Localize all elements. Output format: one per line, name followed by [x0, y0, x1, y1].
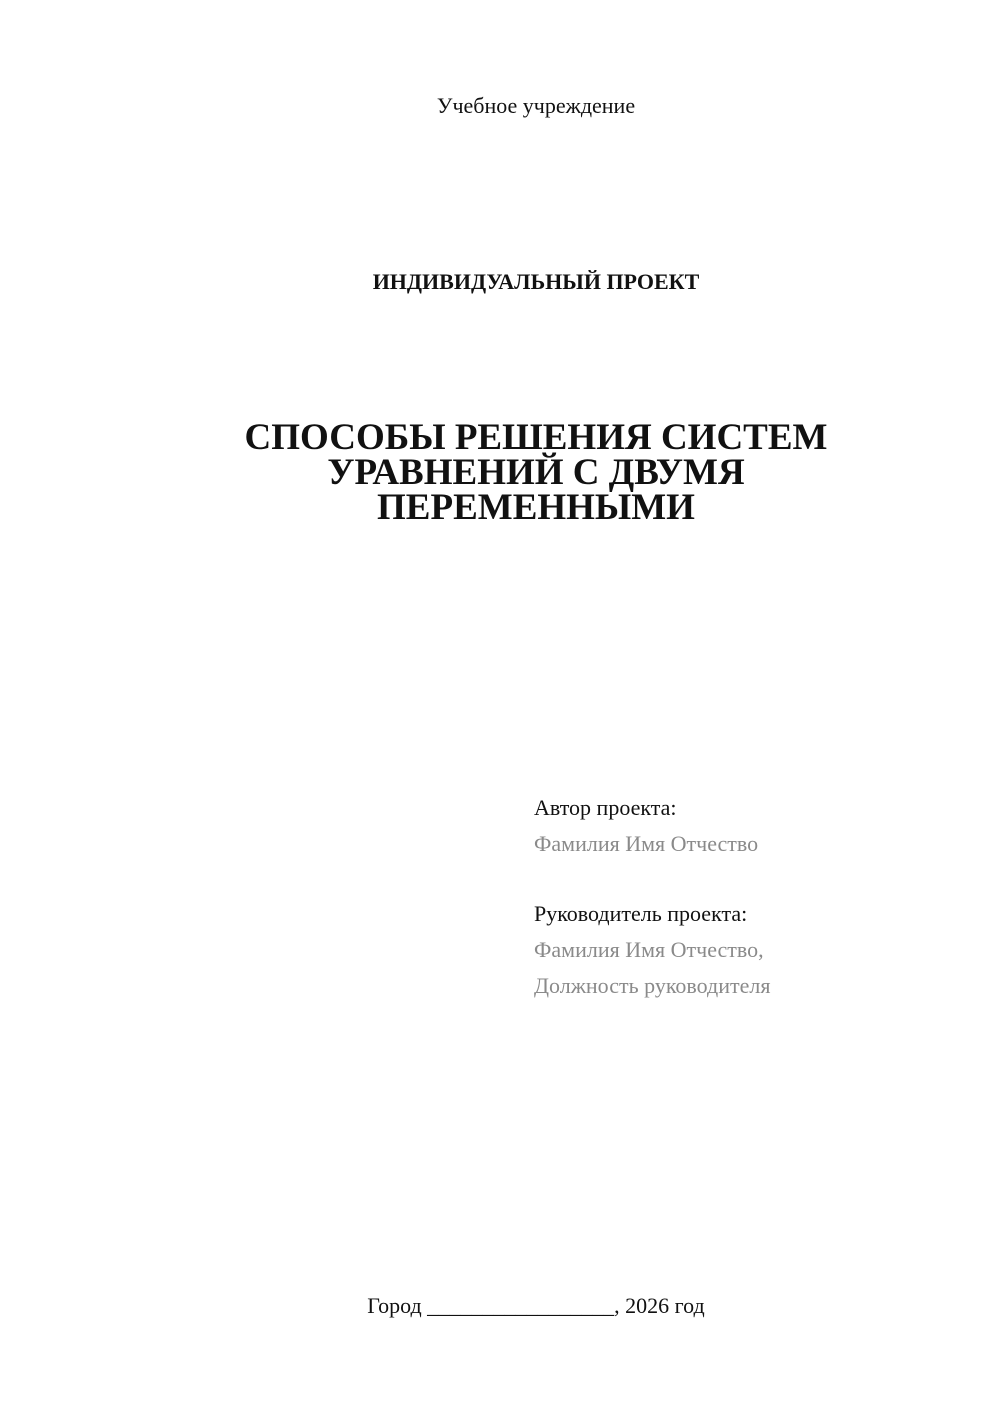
author-label: Автор проекта:: [534, 795, 677, 820]
institution-name: Учебное учреждение: [436, 93, 636, 118]
project-type-heading: ИНДИВИДУАЛЬНЫЙ ПРОЕКТ: [372, 269, 700, 294]
project-title-line: СПОСОБЫ РЕШЕНИЯ СИСТЕМ: [244, 417, 828, 458]
project-title: [200, 417, 872, 528]
project-credits: [534, 790, 964, 1004]
supervisor-name: Фамилия Имя Отчество,: [534, 937, 764, 962]
city-year-line: Город _________________, 2026 год: [367, 1293, 705, 1318]
project-title-line: ПЕРЕМЕННЫМИ: [377, 487, 695, 528]
project-title-line: УРАВНЕНИЙ С ДВУМЯ: [327, 452, 745, 493]
supervisor-label: Руководитель проекта:: [534, 901, 748, 926]
author-name: Фамилия Имя Отчество: [534, 831, 759, 856]
spacer: [534, 862, 964, 896]
supervisor-position: Должность руководителя: [534, 973, 771, 998]
